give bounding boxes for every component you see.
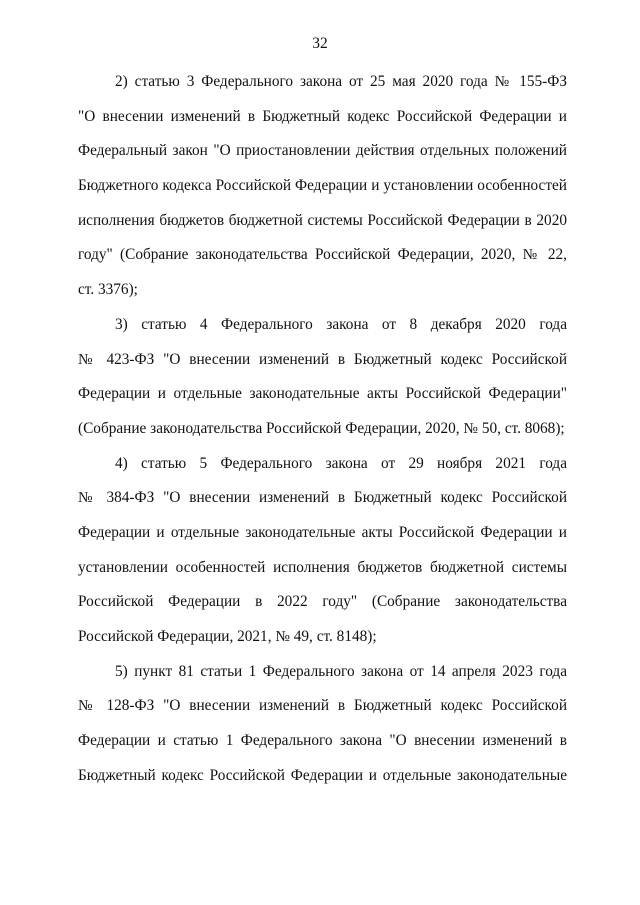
- text-line: Бюджетного кодекса Российской Федерации и установлении особенностей: [78, 177, 567, 195]
- paragraph-item-2: [78, 65, 567, 308]
- text-line: Российской Федерации, 2021, № 49, ст. 8148);: [78, 628, 377, 645]
- paragraph-item-3: [78, 308, 567, 447]
- text-line: ст. 3376);: [78, 281, 138, 299]
- document-body: [78, 65, 567, 793]
- paragraph-item-4: [78, 447, 567, 655]
- text-line: (Собрание законодательства Российской Федерации, 2020, № 50, ст. 8068);: [78, 419, 565, 437]
- text-line: Федеральный закон "О приостановлении действия отдельных положений: [78, 142, 567, 160]
- text-line: исполнения бюджетов бюджетной системы Российской Федерации в 2020: [78, 211, 567, 229]
- text-line: "О внесении изменений в Бюджетный кодекс Российской Федерации и: [78, 107, 567, 125]
- text-line: 5) пункт 81 статьи 1 Федерального закона от 14 апреля 2023 года: [115, 662, 567, 680]
- text-line: Российской Федерации в 2022 году" (Собрание законодательства: [78, 593, 567, 611]
- text-line: № 384-ФЗ "О внесении изменений в Бюджетный кодекс Российской: [78, 489, 567, 507]
- text-line: 3) статью 4 Федерального закона от 8 декабря 2020 года: [115, 315, 567, 333]
- text-line: Федерации и статью 1 Федерального закона "О внесении изменений в: [78, 732, 567, 750]
- text-line: Федерации и отдельные законодательные акты Российской Федерации": [78, 385, 567, 403]
- text-line: 2) статью 3 Федерального закона от 25 мая 2020 года № 155-ФЗ: [115, 73, 567, 90]
- page-number: 32: [312, 35, 328, 52]
- text-line: установлении особенностей исполнения бюджетов бюджетной системы: [78, 558, 567, 576]
- paragraph-item-5: [78, 655, 567, 794]
- text-line: Федерации и отдельные законодательные акты Российской Федерации и: [78, 523, 567, 541]
- text-line: № 423-ФЗ "О внесении изменений в Бюджетный кодекс Российской: [78, 350, 567, 368]
- text-line: Бюджетный кодекс Российской Федерации и отдельные законодательные: [78, 766, 567, 784]
- text-line: № 128-ФЗ "О внесении изменений в Бюджетный кодекс Российской: [78, 697, 567, 715]
- text-line: году" (Собрание законодательства Российской Федерации, 2020, № 22,: [78, 246, 567, 264]
- text-line: 4) статью 5 Федерального закона от 29 ноября 2021 года: [115, 454, 567, 472]
